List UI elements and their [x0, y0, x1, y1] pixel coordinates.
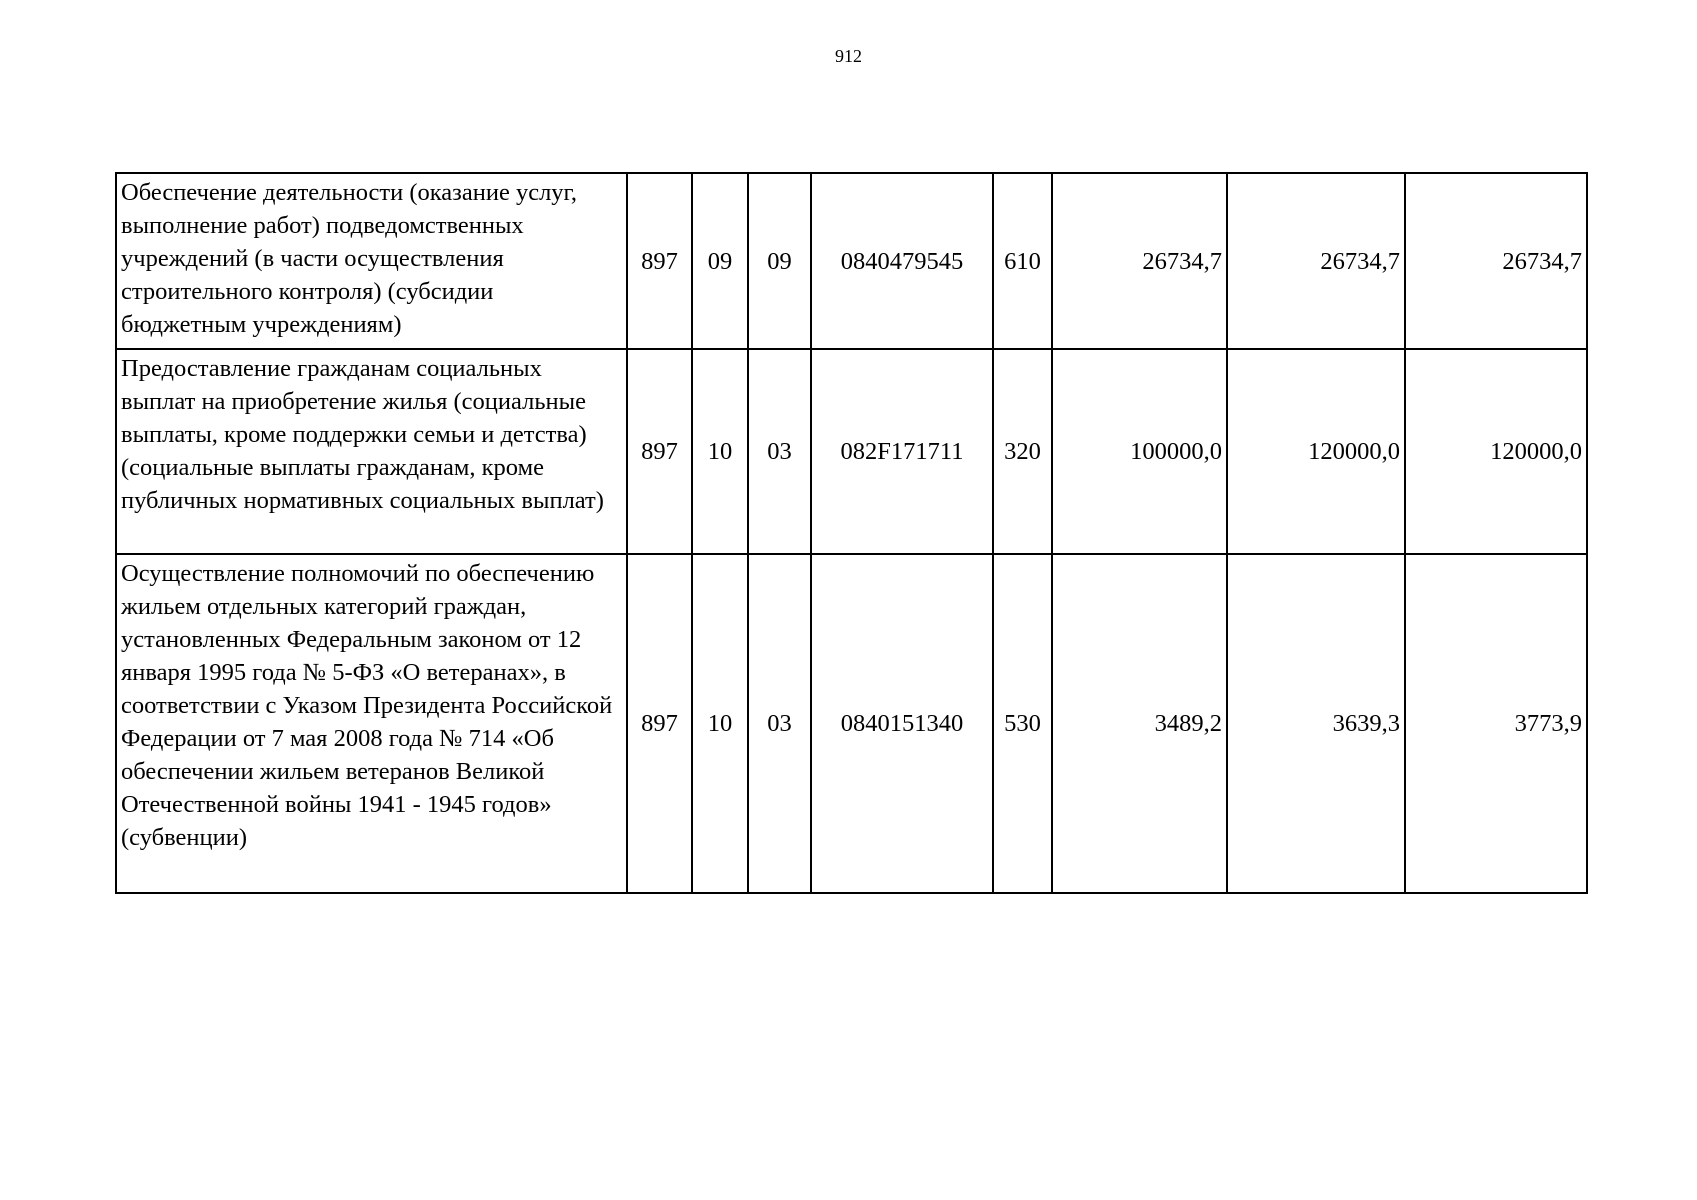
page-number: 912	[835, 46, 862, 66]
ministry-code: 897	[627, 349, 692, 554]
row-description: Осуществление полномочий по обеспечению жильем отдельных категорий граждан, установленных Федеральным законом от 12 января 1995 года № 5-ФЗ «О ветеранах», в соответствии с Указом Президента Российской Федерации от 7 мая 2008 года № 714 «Об обеспечении жильем ветеранов Великой Отечественной войны 1941 - 1945 годов» (субвенции)	[116, 554, 627, 893]
target-article-code: 082F171711	[811, 349, 993, 554]
target-article-code: 0840479545	[811, 173, 993, 349]
table-row	[116, 349, 1587, 554]
amount-year-3: 26734,7	[1405, 173, 1587, 349]
table-row	[116, 173, 1587, 349]
expense-type-code: 320	[993, 349, 1052, 554]
amount-year-1: 26734,7	[1052, 173, 1227, 349]
ministry-code: 897	[627, 173, 692, 349]
table-row	[116, 554, 1587, 893]
subsection-code: 03	[748, 349, 811, 554]
expense-type-code: 530	[993, 554, 1052, 893]
row-description: Предоставление гражданам социальных выплат на приобретение жилья (социальные выплаты, кроме поддержки семьи и детства) (социальные выплаты гражданам, кроме публичных нормативных социальных выплат)	[116, 349, 627, 554]
ministry-code: 897	[627, 554, 692, 893]
expense-type-code: 610	[993, 173, 1052, 349]
budget-table	[115, 172, 1588, 894]
row-description: Обеспечение деятельности (оказание услуг, выполнение работ) подведомственных учреждений (в части осуществления строительного контроля) (субсидии бюджетным учреждениям)	[116, 173, 627, 349]
amount-year-2: 3639,3	[1227, 554, 1405, 893]
subsection-code: 09	[748, 173, 811, 349]
section-code: 10	[692, 554, 748, 893]
amount-year-3: 120000,0	[1405, 349, 1587, 554]
amount-year-1: 100000,0	[1052, 349, 1227, 554]
section-code: 09	[692, 173, 748, 349]
amount-year-2: 26734,7	[1227, 173, 1405, 349]
amount-year-3: 3773,9	[1405, 554, 1587, 893]
section-code: 10	[692, 349, 748, 554]
amount-year-2: 120000,0	[1227, 349, 1405, 554]
target-article-code: 0840151340	[811, 554, 993, 893]
amount-year-1: 3489,2	[1052, 554, 1227, 893]
subsection-code: 03	[748, 554, 811, 893]
